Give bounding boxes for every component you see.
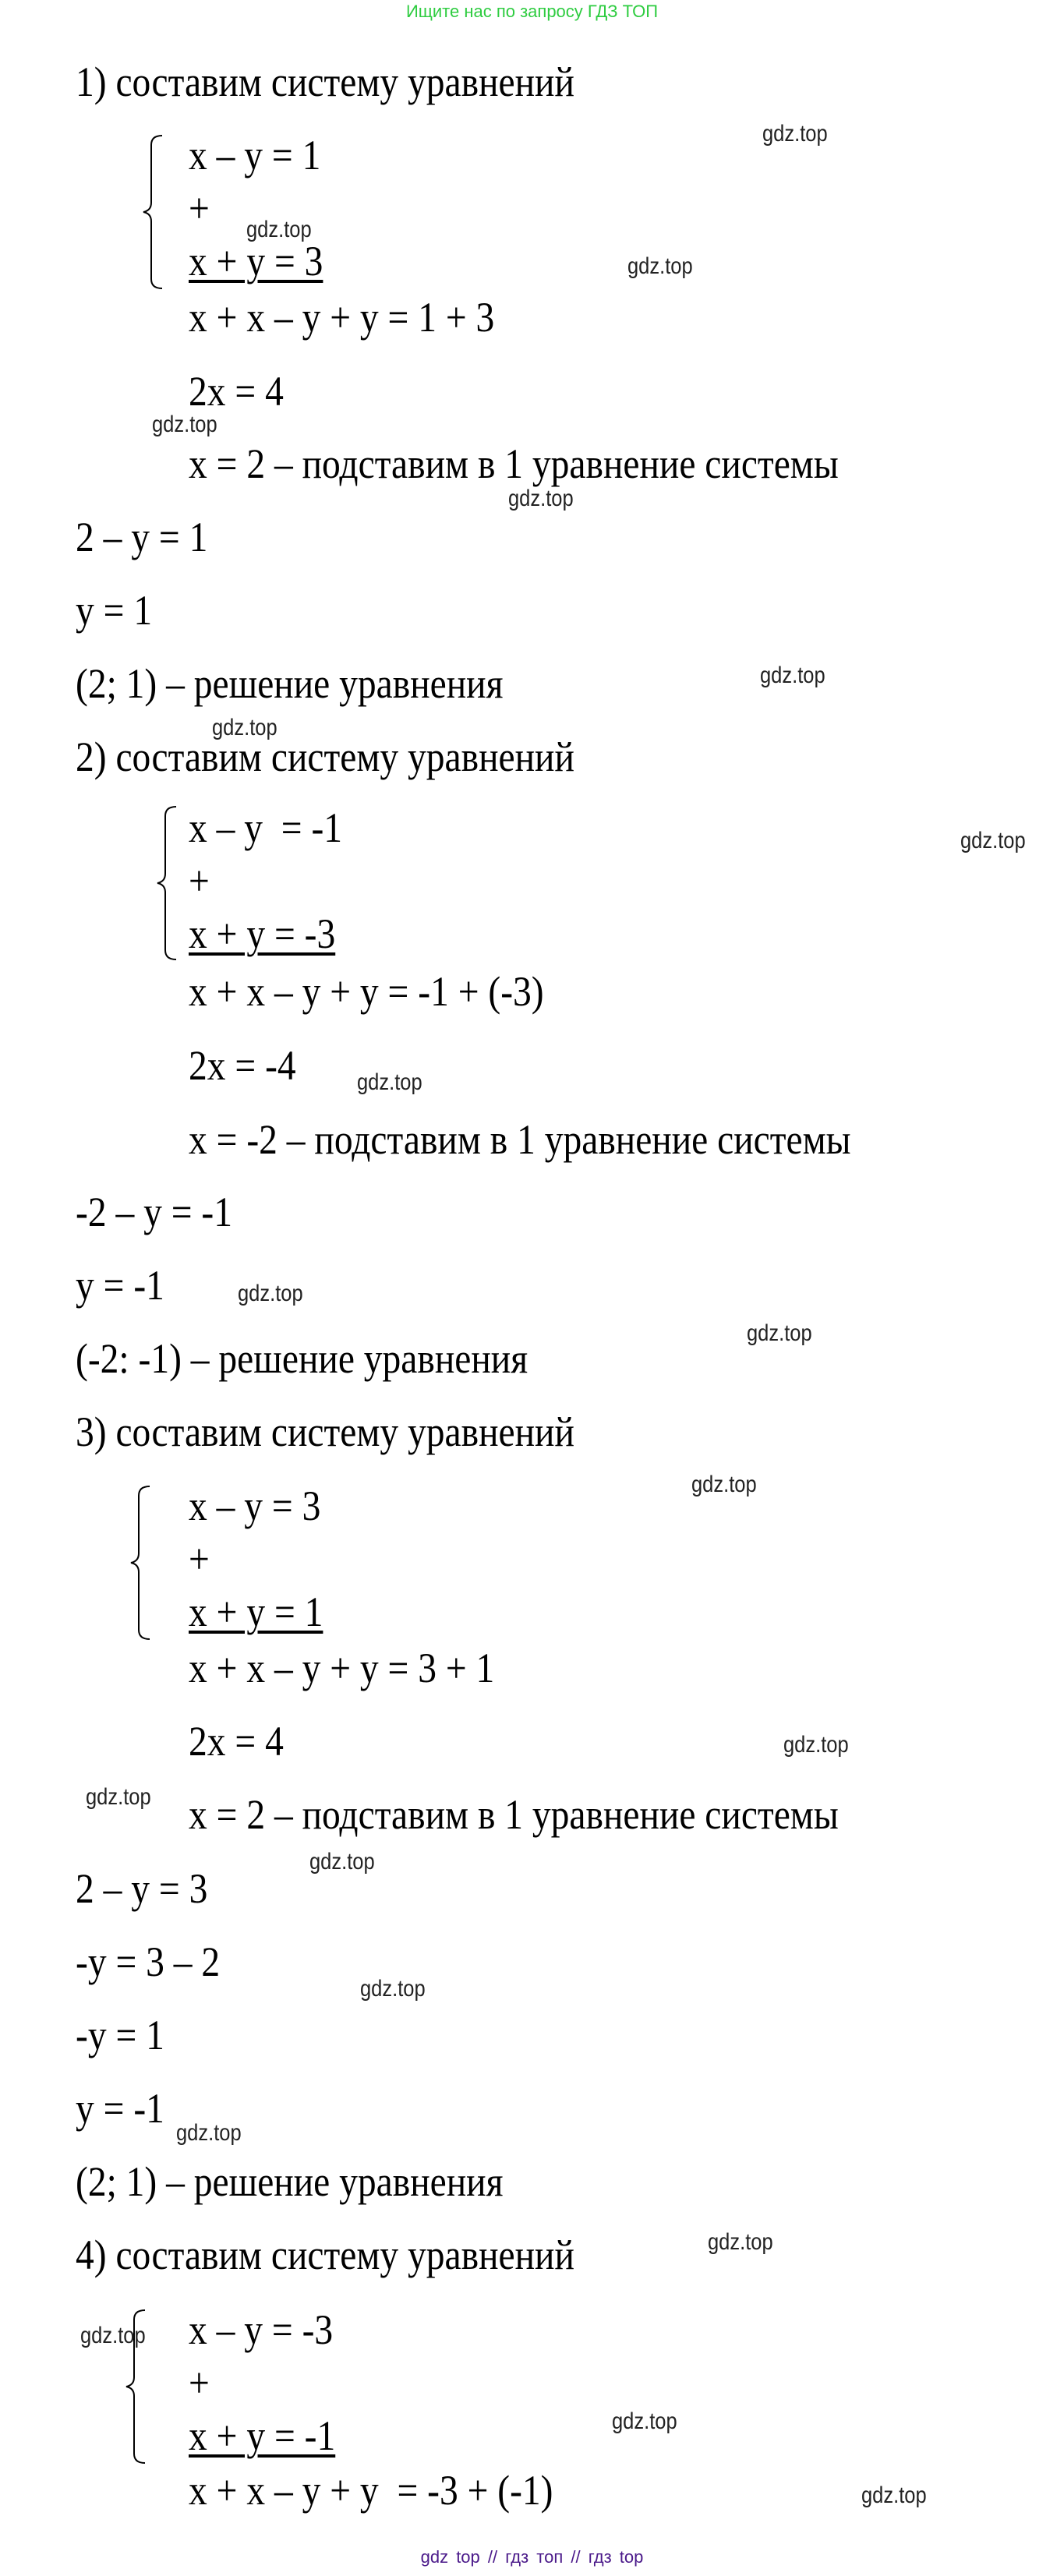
watermark: gdz.top (861, 2482, 927, 2508)
watermark: gdz.top (238, 1281, 303, 1306)
system-brace (142, 134, 164, 290)
watermark: gdz.top (627, 253, 693, 279)
watermark: gdz.top (176, 2120, 242, 2146)
section-1-plus: + (189, 185, 210, 231)
section-3-title: 3) составим систему уравнений (76, 1408, 574, 1455)
system-brace (156, 805, 178, 961)
section-1-step-2: 2x = 4 (189, 368, 284, 415)
section-2-solution: (-2: -1) – решение уравнения (76, 1335, 528, 1382)
section-3-after-1: 2 – y = 3 (76, 1865, 208, 1912)
section-2-after-1: -2 – y = -1 (76, 1189, 233, 1235)
section-1-solution: (2; 1) – решение уравнения (76, 660, 504, 707)
section-3-after-3: -y = 1 (76, 2012, 164, 2058)
footer-links: gdz top // гдз топ // гдз top (420, 2547, 644, 2567)
section-4-plus: + (189, 2359, 210, 2406)
section-4-eq-1: x – y = -3 (189, 2306, 334, 2353)
section-4-step-1: x + x – y + y = -3 + (-1) (189, 2467, 553, 2514)
watermark: gdz.top (152, 412, 217, 437)
section-1-title: 1) составим систему уравнений (76, 58, 574, 105)
section-3-eq-2: x + y = 1 (189, 1588, 323, 1635)
watermark: gdz.top (762, 121, 828, 147)
watermark: gdz.top (80, 2323, 146, 2348)
section-1-after-2: y = 1 (76, 587, 153, 634)
section-3-after-4: y = -1 (76, 2085, 164, 2132)
watermark: gdz.top (508, 486, 574, 511)
watermark: gdz.top (760, 663, 825, 688)
watermark: gdz.top (691, 1472, 757, 1497)
system-brace (129, 1485, 151, 1641)
watermark: gdz.top (357, 1069, 422, 1095)
section-3-step-2: 2x = 4 (189, 1718, 284, 1765)
watermark: gdz.top (783, 1732, 849, 1758)
section-1-eq-1: x – y = 1 (189, 132, 321, 178)
watermark: gdz.top (86, 1784, 151, 1810)
watermark: gdz.top (708, 2229, 773, 2255)
section-3-step-3: x = 2 – подставим в 1 уравнение системы (189, 1791, 839, 1838)
section-2-title: 2) составим систему уравнений (76, 733, 574, 780)
section-4-title: 4) составим систему уравнений (76, 2231, 574, 2278)
watermark: gdz.top (309, 1849, 375, 1875)
section-4-eq-2: x + y = -1 (189, 2412, 336, 2459)
section-2-step-2: 2x = -4 (189, 1042, 296, 1089)
section-2-plus: + (189, 857, 210, 904)
watermark: gdz.top (246, 217, 312, 242)
section-3-solution: (2; 1) – решение уравнения (76, 2158, 504, 2205)
watermark: gdz.top (360, 1976, 426, 2002)
section-3-step-1: x + x – y + y = 3 + 1 (189, 1645, 495, 1691)
section-1-after-1: 2 – y = 1 (76, 514, 208, 560)
section-1-step-1: x + x – y + y = 1 + 3 (189, 294, 495, 341)
section-1-step-3: x = 2 – подставим в 1 уравнение системы (189, 440, 839, 487)
section-2-after-2: y = -1 (76, 1262, 164, 1309)
section-2-step-1: x + x – y + y = -1 + (-3) (189, 968, 544, 1015)
section-2-eq-2: x + y = -3 (189, 910, 336, 957)
watermark: gdz.top (612, 2408, 677, 2434)
watermark: gdz.top (212, 715, 277, 740)
section-1-eq-2: x + y = 3 (189, 238, 323, 284)
promo-header: Ищите нас по запросу ГДЗ ТОП (405, 2, 659, 21)
section-2-step-3: x = -2 – подставим в 1 уравнение системы (189, 1116, 851, 1163)
watermark: gdz.top (747, 1320, 812, 1346)
watermark: gdz.top (960, 828, 1026, 853)
section-3-after-2: -y = 3 – 2 (76, 1938, 221, 1985)
section-3-eq-1: x – y = 3 (189, 1482, 321, 1529)
section-3-plus: + (189, 1535, 210, 1582)
section-2-eq-1: x – y = -1 (189, 804, 343, 851)
